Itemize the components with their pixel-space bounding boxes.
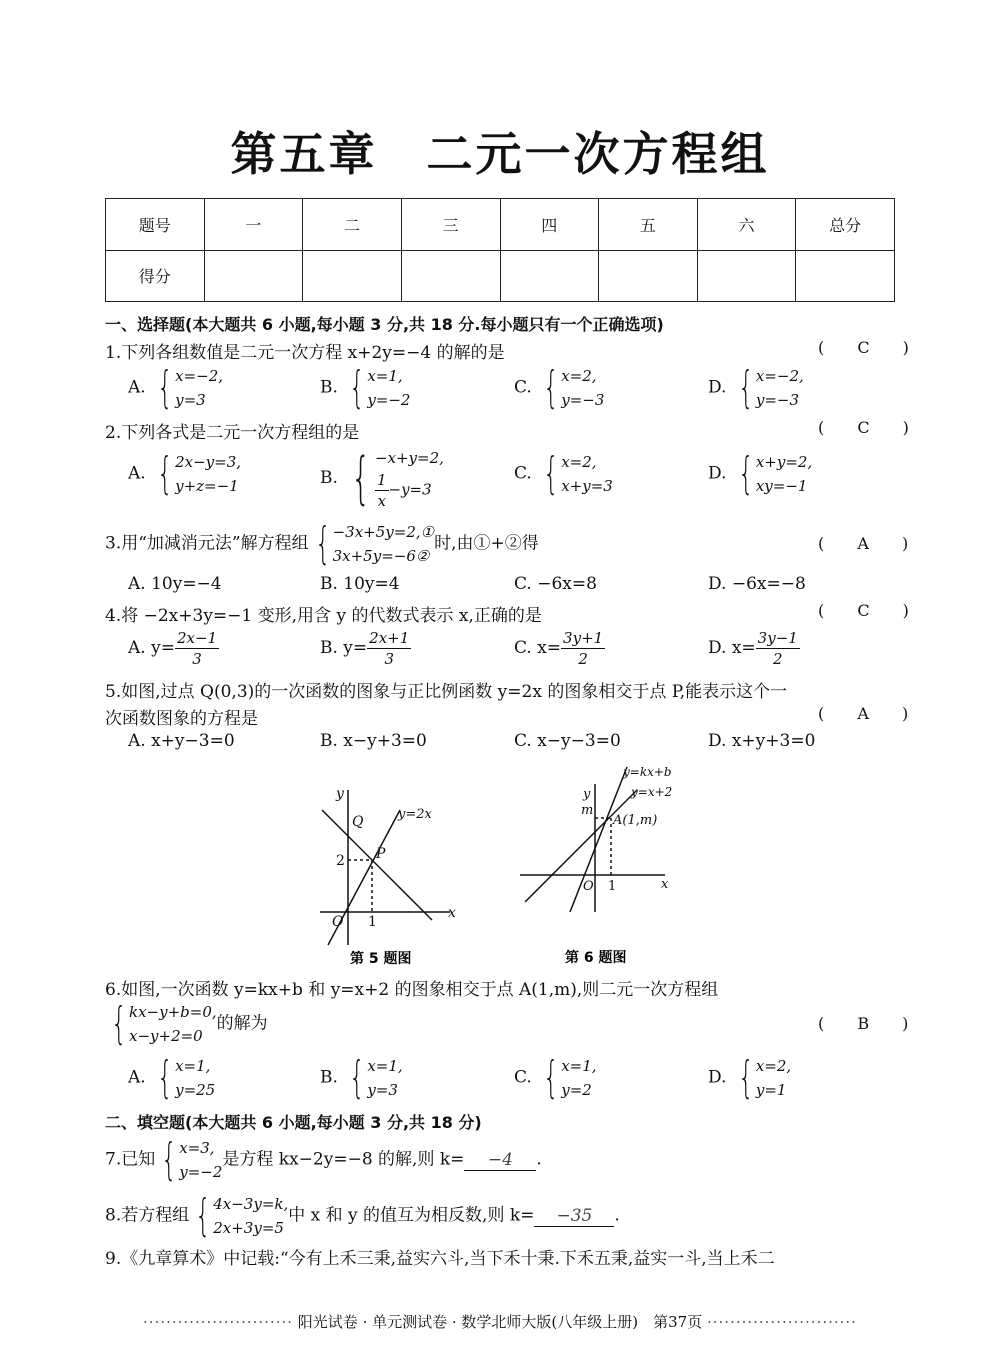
- q7: 7.已知 { x=3, y=−2 是方程 kx−2y=−8 的解,则 k= −4 .: [105, 1134, 542, 1185]
- fig5-tick-2: 2: [336, 853, 345, 869]
- score-cell: [204, 250, 303, 302]
- fig6-m-tick: m: [581, 803, 594, 818]
- q5-option-c: C. x−y−3=0: [514, 731, 621, 751]
- score-cell: [697, 250, 796, 302]
- fig5-y-label: y: [336, 786, 344, 802]
- q5-option-a: A. x+y−3=0: [128, 731, 235, 751]
- fig6-caption: 第 6 题图: [565, 950, 627, 966]
- score-header-cell: 五: [599, 199, 698, 251]
- q3-option-d: D. −6x=−8: [708, 574, 806, 594]
- q3-answer: ( A ): [818, 534, 923, 553]
- fig6-line-kxb-label: y=kx+b: [623, 765, 672, 779]
- score-cell: [303, 250, 402, 302]
- fig6-line-kxb: [570, 767, 627, 912]
- section1-heading: 一、选择题(本大题共 6 小题,每小题 3 分,共 18 分.每小题只有一个正确选项): [105, 315, 664, 334]
- q2-answer: ( C ): [818, 418, 923, 437]
- q4-option-d: D. x= $\frac{3y-1}{2}$: [708, 629, 798, 668]
- score-header-cell: 三: [401, 199, 500, 251]
- q4-option-b: B. y= $\frac{2x+1}{3}$: [320, 629, 410, 668]
- score-table-header-row: [106, 199, 895, 251]
- fig6-y-label: y: [583, 787, 591, 802]
- q2-option-b: B. { −x+y=2, $\frac{1}{x}$ −y=3: [320, 445, 444, 511]
- score-header-cell: 六: [697, 199, 796, 251]
- q6-system: { kx−y+b=0, x−y+2=0 的解为: [111, 998, 268, 1049]
- score-header-cell: 题号: [106, 199, 205, 251]
- q3-option-a: A. 10y=−4: [128, 574, 222, 594]
- fig5-p-label: P: [376, 846, 386, 862]
- fig5-q-label: Q: [352, 814, 364, 830]
- page-footer: [110, 1311, 890, 1332]
- q3-option-c: C. −6x=8: [514, 574, 597, 594]
- score-cell: [796, 250, 895, 302]
- q6-stem-line1: 6.如图,一次函数 y=kx+b 和 y=x+2 的图象相交于点 A(1,m),则二元一次方程组: [105, 980, 719, 1000]
- q2-option-d: D. { x+y=2, xy=−1: [708, 448, 813, 499]
- figure-5: [300, 780, 470, 970]
- section2-heading: 二、填空题(本大题共 6 小题,每小题 3 分,共 18 分): [105, 1113, 482, 1132]
- q1-option-a: A. { x=−2, y=3: [128, 362, 224, 413]
- q6-option-c: C. { x=1, y=2: [514, 1052, 597, 1103]
- q3-option-b: B. 10y=4: [320, 574, 400, 594]
- q4-stem: 4.将 −2x+3y=−1 变形,用含 y 的代数式表示 x,正确的是: [105, 606, 542, 626]
- q8-blank: −35: [534, 1206, 614, 1227]
- q1-answer: ( C ): [818, 338, 923, 357]
- q7-blank: −4: [464, 1150, 536, 1171]
- score-header-cell: 一: [204, 199, 303, 251]
- q9-stem-line1: 9.《九章算术》中记载:“今有上禾三秉,益实六斗,当下禾十秉.下禾五秉,益实一斗,当上禾二: [105, 1249, 775, 1269]
- q8: 8.若方程组 { 4x−3y=k, 2x+3y=5 中 x 和 y 的值互为相反数,则 k= −35 .: [105, 1190, 620, 1241]
- q1-option-b: B. { x=1, y=−2: [320, 362, 411, 413]
- q5-stem-line2: 次函数图象的方程是: [105, 709, 258, 729]
- fig5-tick-1: 1: [368, 914, 377, 930]
- q4-answer: ( C ): [818, 601, 923, 620]
- footer-dots-right: ··························: [706, 1313, 857, 1331]
- score-row-label: 得分: [106, 250, 205, 302]
- fig6-origin: O: [583, 879, 594, 894]
- score-table-score-row: [106, 250, 895, 302]
- score-header-cell: 总分: [796, 199, 895, 251]
- fig6-line-x2-label: y=x+2: [631, 785, 673, 799]
- score-cell: [599, 250, 698, 302]
- fig5-caption: 第 5 题图: [350, 951, 412, 967]
- footer-text: 阳光试卷 · 单元测试卷 · 数学北师大版(八年级上册) 第37页: [297, 1313, 703, 1331]
- q4-option-a: A. y= $\frac{2x-1}{3}$: [128, 629, 218, 668]
- score-table: [105, 198, 895, 302]
- q2-option-a: A. { 2x−y=3, y+z=−1: [128, 448, 242, 499]
- page-title: 第五章 二元一次方程组: [230, 127, 770, 181]
- q5-option-b: B. x−y+3=0: [320, 731, 427, 751]
- figure-6: [515, 762, 685, 970]
- fig6-point-a: A(1,m): [613, 813, 658, 828]
- q5-stem-line1: 5.如图,过点 Q(0,3)的一次函数的图象与正比例函数 y=2x 的图象相交于点 P,能表示这个一: [105, 682, 788, 702]
- q5-option-d: D. x+y+3=0: [708, 731, 816, 751]
- q4-option-c: C. x= $\frac{3y+1}{2}$: [514, 629, 604, 668]
- q6-option-a: A. { x=1, y=25: [128, 1052, 216, 1103]
- q2-option-c: C. { x=2, x+y=3: [514, 448, 613, 499]
- q6-option-b: B. { x=1, y=3: [320, 1052, 403, 1103]
- q1-stem: 1.下列各组数值是二元一次方程 x+2y=−4 的解的是: [105, 343, 505, 363]
- fig6-x-label: x: [661, 877, 669, 892]
- q5-answer: ( A ): [818, 704, 923, 723]
- score-cell: [500, 250, 599, 302]
- q3-stem: 3.用“加减消元法”解方程组 { −3x+5y=2,① 3x+5y=−6② 时,由①+②得: [105, 518, 539, 569]
- fig5-x-label: x: [448, 905, 456, 921]
- q1-option-d: D. { x=−2, y=−3: [708, 362, 804, 413]
- q6-answer: ( B ): [818, 1014, 923, 1033]
- fig6-tick-1: 1: [608, 879, 617, 894]
- score-header-cell: 四: [500, 199, 599, 251]
- score-cell: [401, 250, 500, 302]
- fig5-line-label: y=2x: [398, 807, 432, 822]
- score-header-cell: 二: [303, 199, 402, 251]
- footer-dots-left: ··························: [143, 1313, 294, 1331]
- fig5-origin: O: [332, 914, 344, 930]
- q2-stem: 2.下列各式是二元一次方程组的是: [105, 423, 360, 443]
- q6-option-d: D. { x=2, y=1: [708, 1052, 792, 1103]
- q1-option-c: C. { x=2, y=−3: [514, 362, 605, 413]
